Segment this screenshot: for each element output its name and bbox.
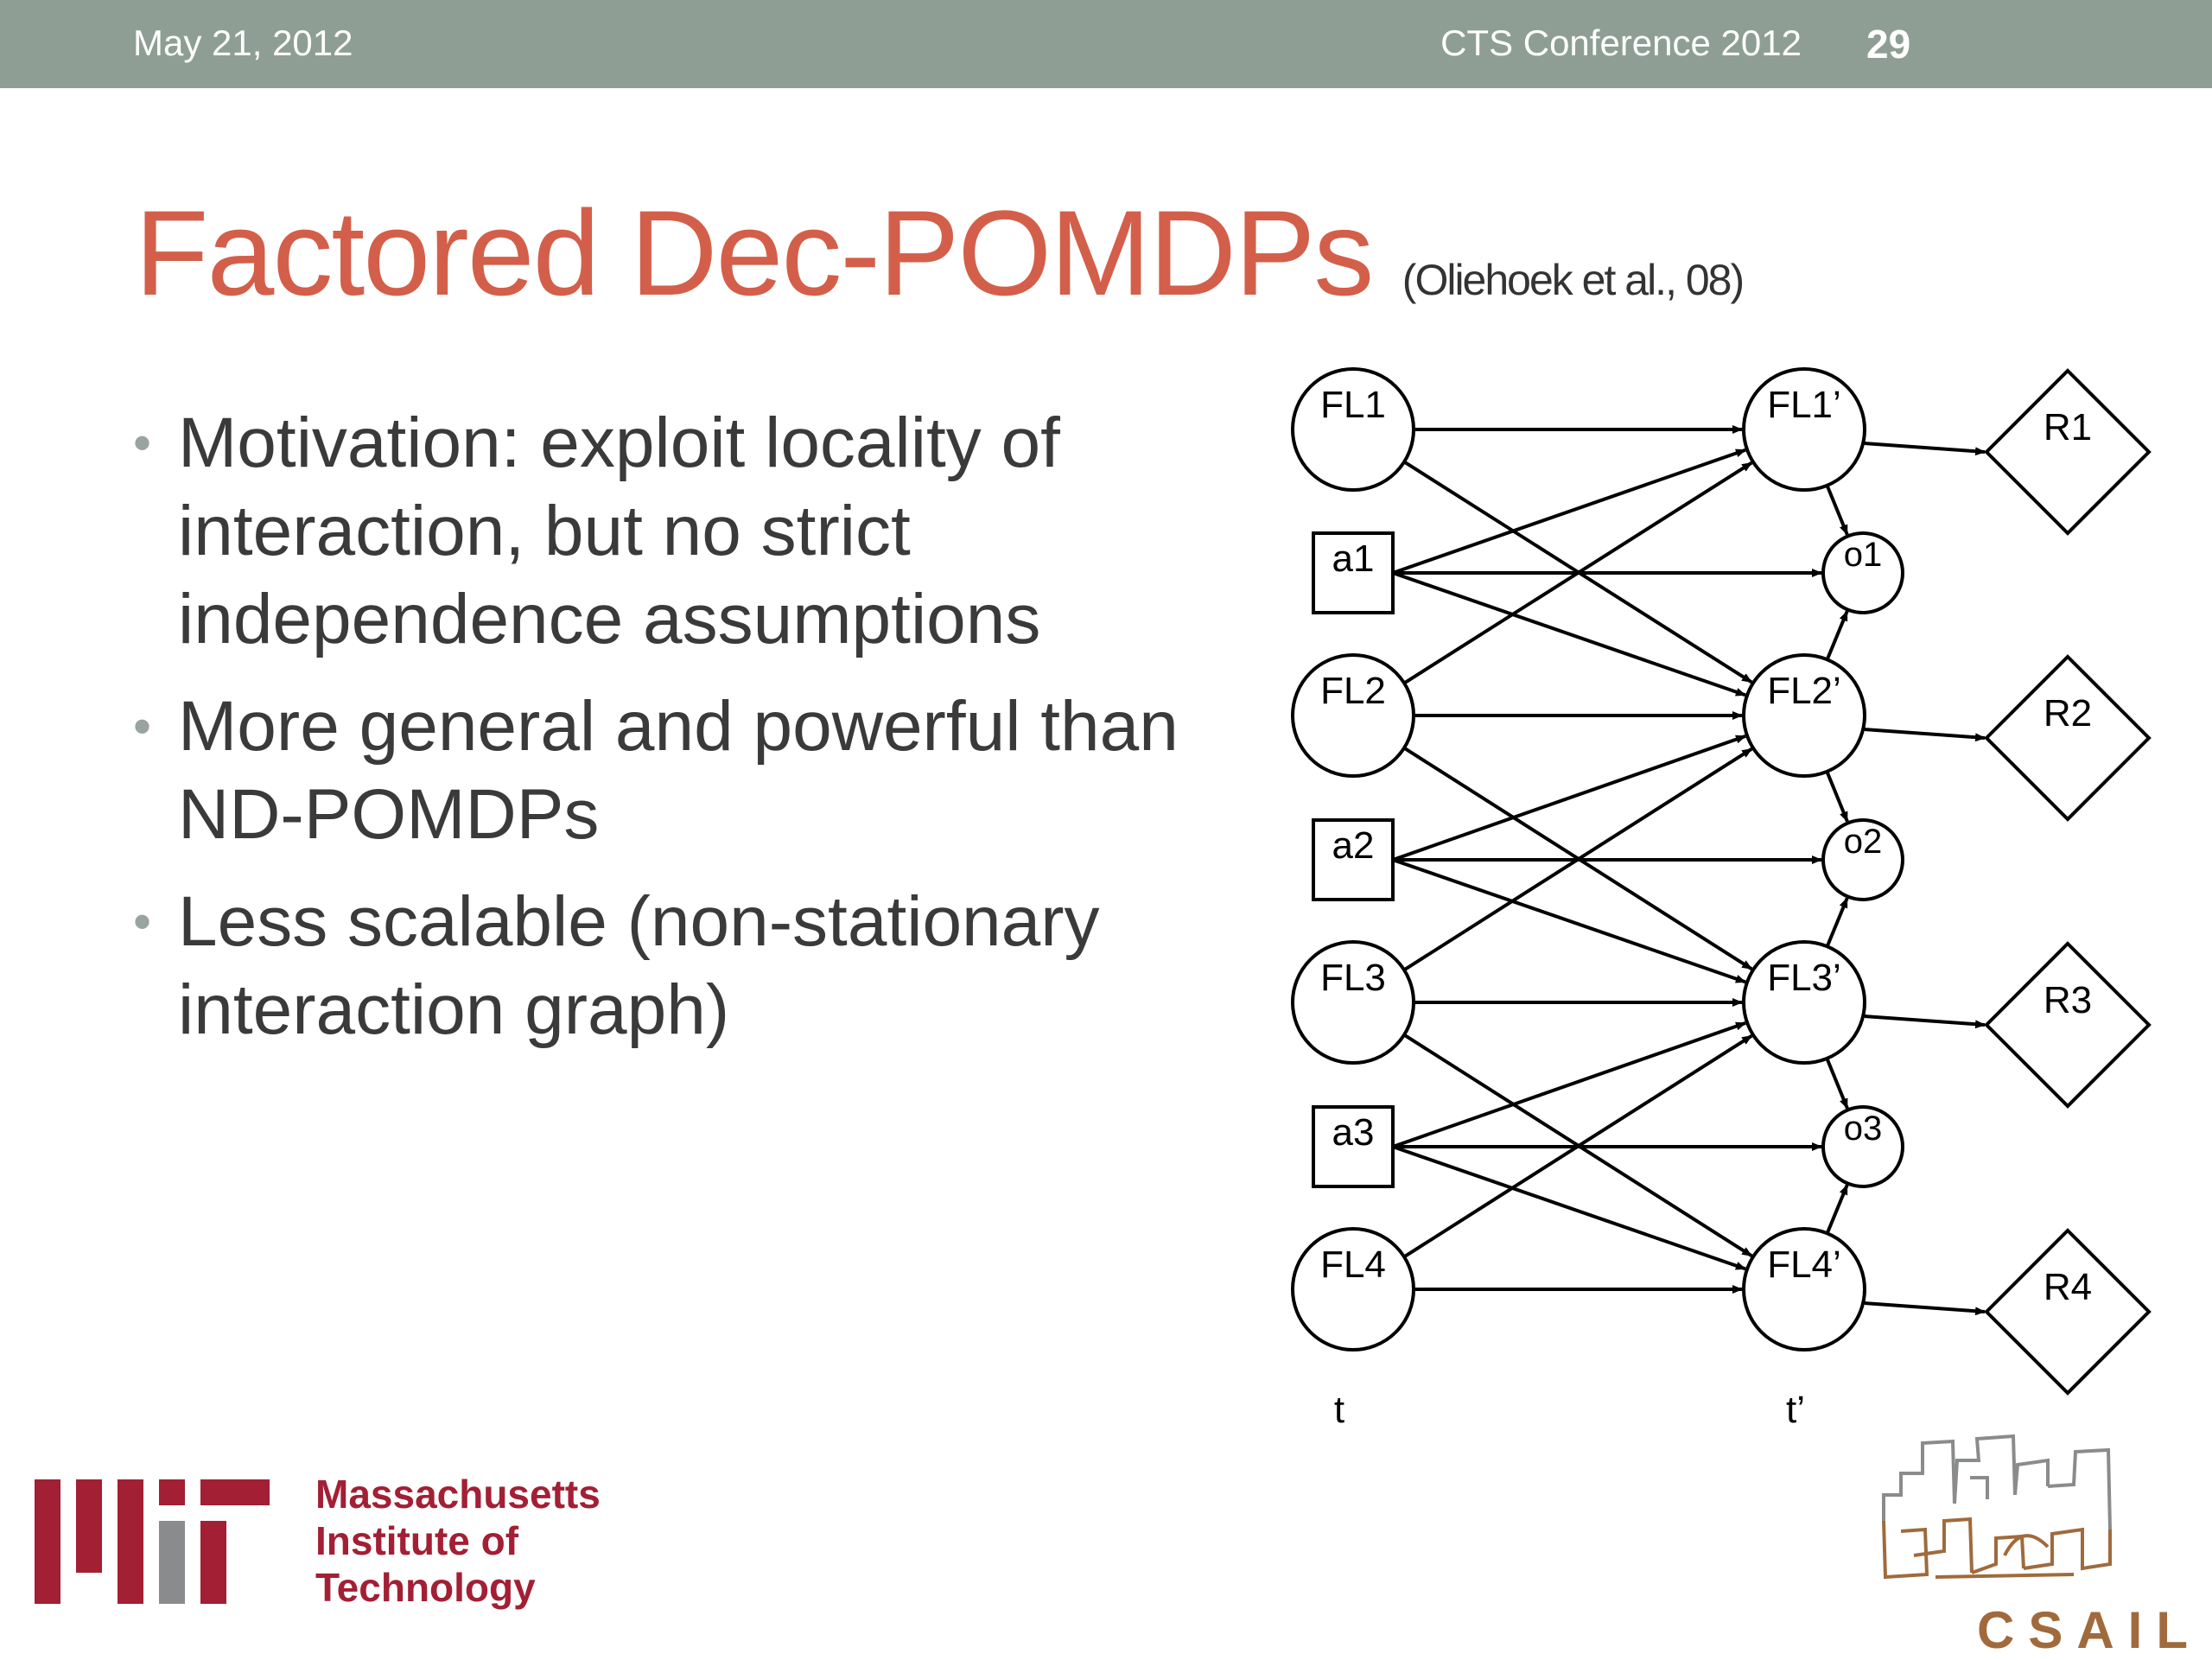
bullet-text: Less scalable (non-stationary interaction graph) xyxy=(178,882,1100,1049)
bullet-dot-icon: • xyxy=(133,414,152,472)
edge-state-observation xyxy=(1827,1185,1847,1233)
csail-logo xyxy=(1875,1426,2134,1599)
edge-action-influence xyxy=(1393,736,1745,860)
time-label-t-prime: t’ xyxy=(1786,1389,1805,1431)
time-label-t: t xyxy=(1333,1389,1345,1431)
diagram-nodes xyxy=(1293,369,2149,1431)
page-number: 29 xyxy=(1866,22,1911,67)
mit-wordmark xyxy=(315,1471,601,1611)
reward-node-label: R3 xyxy=(2043,979,2093,1021)
edge-reward xyxy=(1865,729,1985,738)
bullet-dot-icon: • xyxy=(133,893,152,951)
mit-name-line: Massachusetts xyxy=(315,1472,601,1517)
action-node-label: a1 xyxy=(1332,537,1375,580)
csail-wordmark: CSAIL xyxy=(1977,1601,2202,1659)
reward-node xyxy=(1986,1231,2149,1393)
action-node-label: a2 xyxy=(1332,824,1375,867)
reward-node xyxy=(1986,657,2149,819)
state-node-t-prime-label: FL2’ xyxy=(1767,670,1841,712)
bullet-text: Motivation: exploit locality of interaction, but no strict independence assumptions xyxy=(178,404,1060,658)
edge-action-influence xyxy=(1393,450,1745,573)
state-node-t-label: FL2 xyxy=(1320,670,1386,712)
mit-logo xyxy=(35,1479,294,1609)
observation-node-label: o1 xyxy=(1843,536,1883,574)
state-node-t-prime-label: FL1’ xyxy=(1767,384,1841,426)
edge-reward xyxy=(1865,443,1985,452)
mit-name-line: Technology xyxy=(315,1565,536,1610)
edge-state-observation xyxy=(1827,772,1847,822)
edge-state-observation xyxy=(1827,1059,1847,1109)
mit-name-line: Institute of xyxy=(315,1518,519,1563)
reward-node-label: R1 xyxy=(2043,406,2093,448)
edge-action-influence xyxy=(1393,573,1745,695)
title-main: Factored Dec-POMDPs xyxy=(135,185,1373,321)
reward-node-label: R2 xyxy=(2043,692,2093,735)
reward-node-label: R4 xyxy=(2043,1266,2093,1308)
title-citation: (Oliehoek et al., 08) xyxy=(1402,256,1744,304)
reward-node xyxy=(1986,371,2149,533)
edge-action-influence xyxy=(1393,860,1745,982)
state-node-t-label: FL4 xyxy=(1320,1243,1386,1286)
edge-action-influence xyxy=(1393,1023,1745,1147)
edge-state-observation xyxy=(1827,611,1847,659)
edge-reward xyxy=(1865,1016,1985,1025)
bullet-dot-icon: • xyxy=(133,697,152,755)
action-node-label: a3 xyxy=(1332,1111,1375,1154)
state-node-t-label: FL1 xyxy=(1320,384,1386,426)
observation-node-label: o3 xyxy=(1843,1110,1883,1148)
conference-name: CTS Conference 2012 xyxy=(1440,22,1802,63)
state-node-t-prime-label: FL4’ xyxy=(1767,1243,1841,1286)
reward-node xyxy=(1986,944,2149,1106)
slide-date: May 21, 2012 xyxy=(133,22,353,63)
edge-state-observation xyxy=(1827,898,1847,946)
state-node-t-label: FL3 xyxy=(1320,957,1386,999)
state-node-t-prime-label: FL3’ xyxy=(1767,957,1841,999)
edge-action-influence xyxy=(1393,1147,1745,1269)
bullet-text: More general and powerful than ND-POMDPs xyxy=(178,687,1179,854)
edge-reward xyxy=(1865,1303,1985,1312)
observation-node-label: o2 xyxy=(1843,823,1883,861)
edge-state-observation xyxy=(1827,486,1847,535)
